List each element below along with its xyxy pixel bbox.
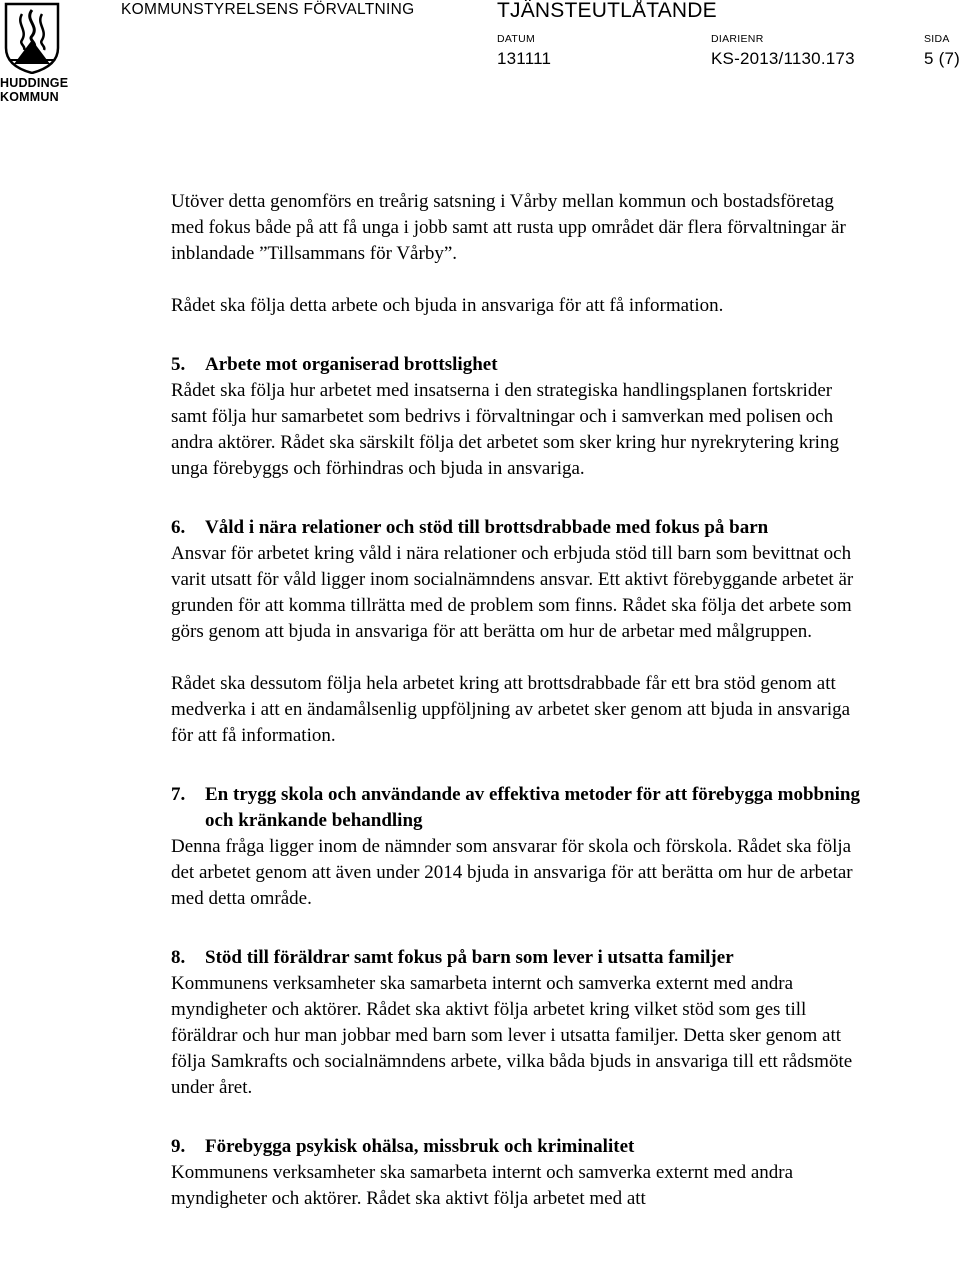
section-heading [171, 782, 871, 834]
section-number: 6. [171, 517, 186, 538]
section-paragraph: Rådet ska dessutom följa hela arbetet kring att brottsdrabbade får ett bra stöd genom att medverka i att en ändamålsenlig uppföljning av arbetet sker genom att bjuda in ansvariga för att få information. [171, 673, 851, 746]
intro-paragraph: Utöver detta genomförs en treårig satsning i Vårby mellan kommun och bostadsföretag med fokus både på att få unga i jobb samt att rusta upp området där flera förvaltningar är inblandade ”Tillsammans för Vårby”. [171, 191, 846, 264]
section-paragraph: Kommunens verksamheter ska samarbeta internt och samverka externt med andra myndigheter och aktörer. Rådet ska aktivt följa arbetet med att [171, 1162, 794, 1209]
section-number: 7. [171, 784, 186, 805]
section-heading [171, 945, 871, 971]
date-value: 131111 [497, 49, 552, 68]
section-6 [171, 515, 871, 749]
section-7 [171, 782, 871, 912]
section-paragraph: Kommunens verksamheter ska samarbeta internt och samverka externt med andra myndigheter och aktörer. Rådet ska aktivt följa arbetet kring vilket stöd som ges till föräldrar och hur man jobbar med barn som lever i utsatta familjer. Detta sker genom att följa Samkrafts och socialnämndens arbete, vilka båda bjuds in ansvariga till ett rådsmöte under året. [171, 973, 853, 1098]
date-label: DATUM [497, 33, 536, 45]
section-number: 9. [171, 1136, 186, 1157]
section-heading [171, 515, 871, 541]
document-body [171, 189, 871, 1212]
flame-crest-icon [4, 2, 60, 74]
huddinge-logo [0, 0, 69, 108]
section-heading [171, 352, 871, 378]
section-5 [171, 352, 871, 482]
logo-text-line-1: HUDDINGE [0, 76, 69, 90]
page-label: SIDA [924, 33, 950, 45]
section-paragraph: Ansvar för arbetet kring våld i nära relationer och erbjuda stöd till barn som bevittnat och varit utsatt för våld ligger inom socialnämndens ansvar. Ett aktivt förebyggande arbetet är grunden för att komma tillrätta med de problem som finns. Rådet ska följa det arbete som görs genom att bjuda in ansvariga för att berätta om hur de arbetar med målgruppen. [171, 543, 854, 642]
section-paragraph: Rådet ska följa hur arbetet med insatserna i den strategiska handlingsplanen fortskrider samt följa hur samarbetet som bedrivs i förvaltningar och i samverkan med polisen och andra aktörer. Rådet ska särskilt följa det arbetet som sker kring hur nyrekrytering kring unga förebyggs och förhindras och bjuda in ansvariga. [171, 380, 839, 479]
section-title: Stöd till föräldrar samt fokus på barn som lever i utsatta familjer [205, 947, 734, 968]
page-number-value: 5 (7) [924, 49, 960, 68]
logo-text-line-2: KOMMUN [0, 90, 59, 104]
section-title: Våld i nära relationer och stöd till brottsdrabbade med fokus på barn [205, 517, 769, 538]
intro-followup-paragraph: Rådet ska följa detta arbete och bjuda in ansvariga för att få information. [171, 295, 724, 316]
section-title: Arbete mot organiserad brottslighet [205, 354, 498, 375]
diary-number-value: KS-2013/1130.173 [711, 49, 855, 68]
section-title: En trygg skola och användande av effektiva metoder för att förebygga mobbning och kränkande behandling [205, 784, 860, 831]
diary-number-label: DIARIENR [711, 33, 764, 45]
section-title: Förebygga psykisk ohälsa, missbruk och kriminalitet [205, 1136, 635, 1157]
section-paragraph: Denna fråga ligger inom de nämnder som ansvarar för skola och förskola. Rådet ska följa det arbetet genom att även under 2014 bjuda in ansvariga för att berätta om hur de arbetar med detta område. [171, 836, 853, 909]
section-heading [171, 1134, 871, 1160]
section-number: 8. [171, 947, 186, 968]
document-type: TJÄNSTEUTLÅTANDE [497, 0, 717, 22]
section-9 [171, 1134, 871, 1212]
organization-name: KOMMUNSTYRELSENS FÖRVALTNING [121, 1, 415, 18]
section-8 [171, 945, 871, 1101]
section-number: 5. [171, 354, 186, 375]
logo-text [0, 76, 70, 104]
